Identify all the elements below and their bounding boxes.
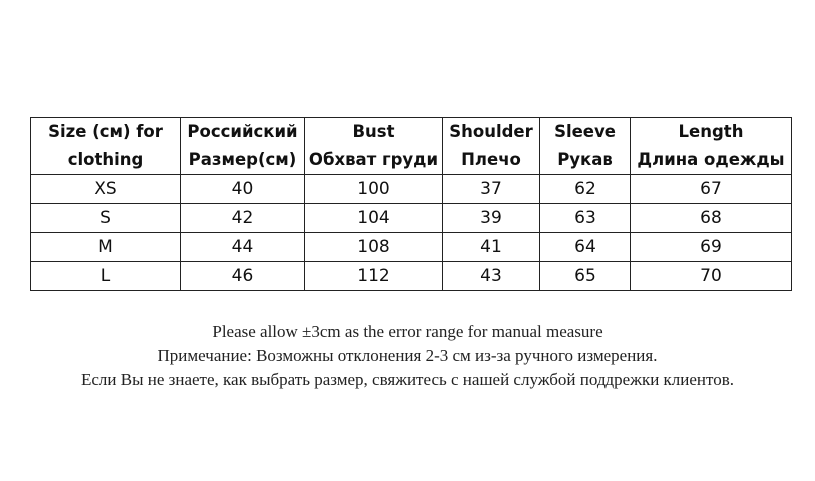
cell-bust: 104 (305, 204, 443, 233)
cell-shoulder: 41 (443, 233, 540, 262)
cell-bust: 112 (305, 262, 443, 291)
cell-sleeve: 65 (540, 262, 631, 291)
cell-size: S (31, 204, 181, 233)
table-header-row (31, 118, 792, 175)
cell-length: 68 (631, 204, 792, 233)
header-size: Size (см) for clothing (31, 118, 181, 175)
table-row (31, 233, 792, 262)
header-length: Length Длина одежды (631, 118, 792, 175)
measurement-notes (0, 320, 815, 392)
cell-russian-size: 42 (181, 204, 305, 233)
cell-sleeve: 62 (540, 175, 631, 204)
header-shoulder: Shoulder Плечо (443, 118, 540, 175)
note-error-range-ru: Примечание: Возможны отклонения 2-3 см из-за ручного измерения. (157, 346, 658, 365)
note-error-range: Please allow ±3cm as the error range for manual measure (212, 322, 603, 341)
header-sleeve: Sleeve Рукав (540, 118, 631, 175)
cell-length: 69 (631, 233, 792, 262)
cell-length: 70 (631, 262, 792, 291)
note-contact-support: Если Вы не знаете, как выбрать размер, свяжитесь с нашей службой поддрежки клиентов. (80, 370, 735, 389)
cell-size: M (31, 233, 181, 262)
cell-shoulder: 37 (443, 175, 540, 204)
table-row (31, 204, 792, 233)
table-row (31, 175, 792, 204)
cell-size: L (31, 262, 181, 291)
cell-bust: 100 (305, 175, 443, 204)
size-chart-table (30, 117, 792, 291)
cell-sleeve: 63 (540, 204, 631, 233)
cell-shoulder: 39 (443, 204, 540, 233)
cell-russian-size: 46 (181, 262, 305, 291)
table-row (31, 262, 792, 291)
cell-sleeve: 64 (540, 233, 631, 262)
header-bust: Bust Обхват груди (305, 118, 443, 175)
cell-russian-size: 44 (181, 233, 305, 262)
header-russian-size: Российский Размер(см) (181, 118, 305, 175)
cell-shoulder: 43 (443, 262, 540, 291)
cell-length: 67 (631, 175, 792, 204)
cell-size: XS (31, 175, 181, 204)
cell-russian-size: 40 (181, 175, 305, 204)
cell-bust: 108 (305, 233, 443, 262)
